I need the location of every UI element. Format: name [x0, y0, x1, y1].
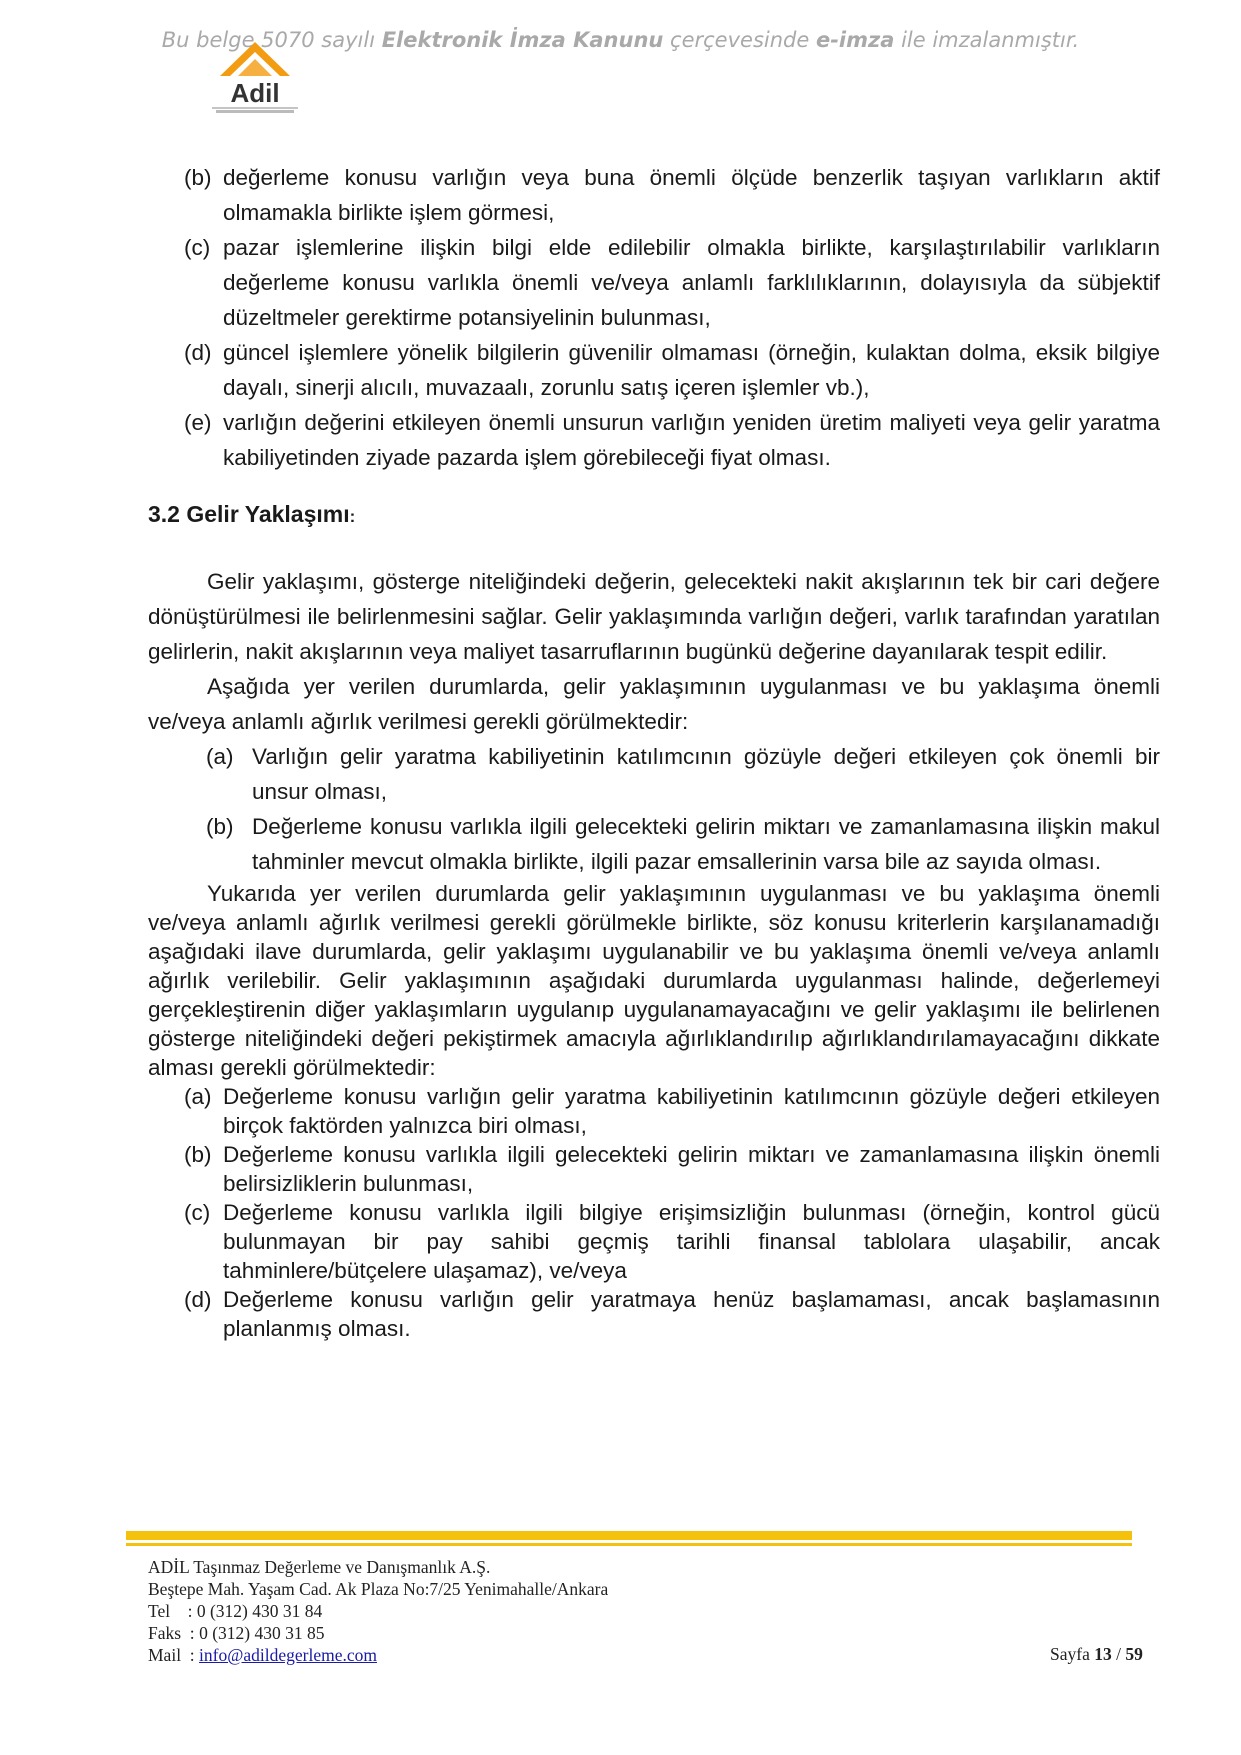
list-item-text: Değerleme konusu varlıkla ilgili bilgiye erişimsizliğin bulunması (örneğin, kontrol gücü bulunmayan bir pay sahibi geçmiş tarihli finansal tablolara ulaşabilir, ancak tahminlere/bütçelere ulaşamaz), ve/veya [223, 1200, 1160, 1283]
list-item [148, 809, 1160, 879]
list-item [148, 739, 1160, 809]
esign-text-2: çerçevesinde [663, 28, 816, 52]
list-item-label: (b) [206, 814, 234, 839]
list-item-label: (d) [184, 1287, 212, 1312]
footer-tel [148, 1600, 608, 1622]
page-current: 13 [1094, 1644, 1112, 1664]
footer-tel-value: 0 (312) 430 31 84 [196, 1601, 323, 1621]
list-item-text: Değerleme konusu varlıkla ilgili gelecekteki gelirin miktarı ve zamanlamasına ilişkin makul tahminler mevcut olmakla birlikte, ilgili pazar emsallerinin varsa bile az sayıda olması. [252, 814, 1160, 874]
footer-company: ADİL Taşınmaz Değerleme ve Danışmanlık A.Ş. [148, 1557, 491, 1577]
list-item [148, 1285, 1160, 1343]
esign-text-1: Bu belge 5070 sayılı [161, 28, 382, 52]
list-item-label: (e) [184, 410, 212, 435]
footer-tel-label: Tel : [148, 1601, 197, 1621]
list-item-text: Değerleme konusu varlıkla ilgili gelecekteki gelirin miktarı ve zamanlamasına ilişkin önemli belirsizliklerin bulunması, [223, 1142, 1160, 1196]
list-2 [148, 739, 1160, 879]
footer-divider [126, 1531, 1132, 1540]
list-item [148, 160, 1160, 230]
footer-mail [148, 1644, 608, 1666]
list-item-label: (b) [184, 165, 212, 190]
footer-mail-label: Mail : [148, 1645, 200, 1665]
list-item-label: (c) [184, 1200, 211, 1225]
list-item [148, 1198, 1160, 1285]
list-item [148, 1082, 1160, 1140]
footer-mail-link[interactable]: info@adildegerleme.com [199, 1645, 377, 1665]
section-heading-colon: : [349, 507, 356, 526]
paragraph-3: Yukarıda yer verilen durumlarda gelir yaklaşımının uygulanması ve bu yaklaşıma önemli ve/veya anlamlı ağırlık verilmesi gerekli görülmekle birlikte, söz konusu kriterlerin karşılanamadığı aşağıdaki ilave durumlarda, gelir yaklaşımı uygulanabilir ve bu yaklaşıma önemli ve/veya anlamlı ağırlık verilebilir. Gelir yaklaşımının aşağıdaki durumlarda uygulanması halinde, değerlemeyi gerçekleştirenin diğer yaklaşımların uygulanıp uygulanamayacağını ve gelir yaklaşımı ile belirlenen gösterge niteliğindeki değeri pekiştirmek amacıyla ağırlıklandırılıp ağırlıklandırılamayacağını dikkate alması gerekli görülmektedir: [148, 881, 1160, 1080]
list-item-text: değerleme konusu varlığın veya buna önemli ölçüde benzerlik taşıyan varlıkların aktif olmamakla birlikte işlem görmesi, [223, 165, 1160, 225]
e-signature-notice [0, 28, 1241, 52]
esign-text-3: ile imzalanmıştır. [894, 28, 1080, 52]
list-item-text: güncel işlemlere yönelik bilgilerin güvenilir olmaması (örneğin, kulaktan dolma, eksik bilgiye dayalı, sinerji alıcılı, muvazaalı, zorunlu satış içeren işlemler vb.), [223, 340, 1160, 400]
list-item-text: Değerleme konusu varlığın gelir yaratma kabiliyetinin katılımcının gözüyle değeri etkileyen birçok faktörden yalnızca biri olması, [223, 1084, 1160, 1138]
esign-law-name: Elektronik İmza Kanunu [381, 28, 664, 52]
list-item [148, 335, 1160, 405]
list-item-label: (b) [184, 1142, 212, 1167]
footer-fax-value: 0 (312) 430 31 85 [199, 1623, 325, 1643]
list-item-text: Varlığın gelir yaratma kabiliyetinin katılımcının gözüyle değeri etkileyen çok önemli bir unsur olması, [252, 744, 1160, 804]
paragraph-1: Gelir yaklaşımı, gösterge niteliğindeki değerin, gelecekteki nakit akışlarının tek bir cari değere dönüştürülmesi ile belirlenmesini sağlar. Gelir yaklaşımında varlığın değeri, varlık tarafından yaratılan gelirlerin, nakit akışlarının veya maliyet tasarruflarının bugünkü değerine dayanılarak tespit edilir. [148, 569, 1160, 664]
footer-contact [148, 1556, 608, 1666]
paragraph-2: Aşağıda yer verilen durumlarda, gelir yaklaşımının uygulanması ve bu yaklaşıma önemli ve/veya anlamlı ağırlık verilmesi gerekli görülmektedir: [148, 674, 1160, 734]
footer-divider-thin [126, 1543, 1132, 1546]
section-heading-text: 3.2 Gelir Yaklaşımı [148, 501, 350, 527]
page-number [1050, 1644, 1143, 1665]
list-1 [148, 160, 1160, 475]
list-item [148, 1140, 1160, 1198]
logo-text: Adil [230, 78, 280, 108]
page-separator: / [1111, 1644, 1126, 1664]
list-item-label: (a) [184, 1084, 212, 1109]
page-content [148, 160, 1160, 1343]
list-item-label: (a) [206, 744, 234, 769]
footer-fax [148, 1622, 608, 1644]
footer-address: Beştepe Mah. Yaşam Cad. Ak Plaza No:7/25 Yenimahalle/Ankara [148, 1579, 609, 1599]
list-item-text: varlığın değerini etkileyen önemli unsurun varlığın yeniden üretim maliyeti veya gelir yaratma kabiliyetinden ziyade pazarda işlem görebileceği fiyat olması. [223, 410, 1160, 470]
list-item-label: (c) [184, 235, 211, 260]
list-item-label: (d) [184, 340, 212, 365]
page-total: 59 [1125, 1644, 1143, 1664]
page-label: Sayfa [1050, 1644, 1095, 1664]
footer-fax-label: Faks : [148, 1623, 200, 1643]
list-item [148, 405, 1160, 475]
list-item-text: Değerleme konusu varlığın gelir yaratmaya henüz başlamaması, ancak başlamasının planlanmış olması. [223, 1287, 1160, 1341]
list-item-text: pazar işlemlerine ilişkin bilgi elde edilebilir olmakla birlikte, karşılaştırılabilir varlıkların değerleme konusu varlıkla önemli ve/veya anlamlı farklılıklarının, dolayısıyla da sübjektif düzeltmeler gerektirme potansiyelinin bulunması, [223, 235, 1160, 330]
list-item [148, 230, 1160, 335]
esign-eimza: e-imza [815, 28, 895, 52]
section-heading [148, 497, 1160, 534]
list-3 [148, 1082, 1160, 1343]
